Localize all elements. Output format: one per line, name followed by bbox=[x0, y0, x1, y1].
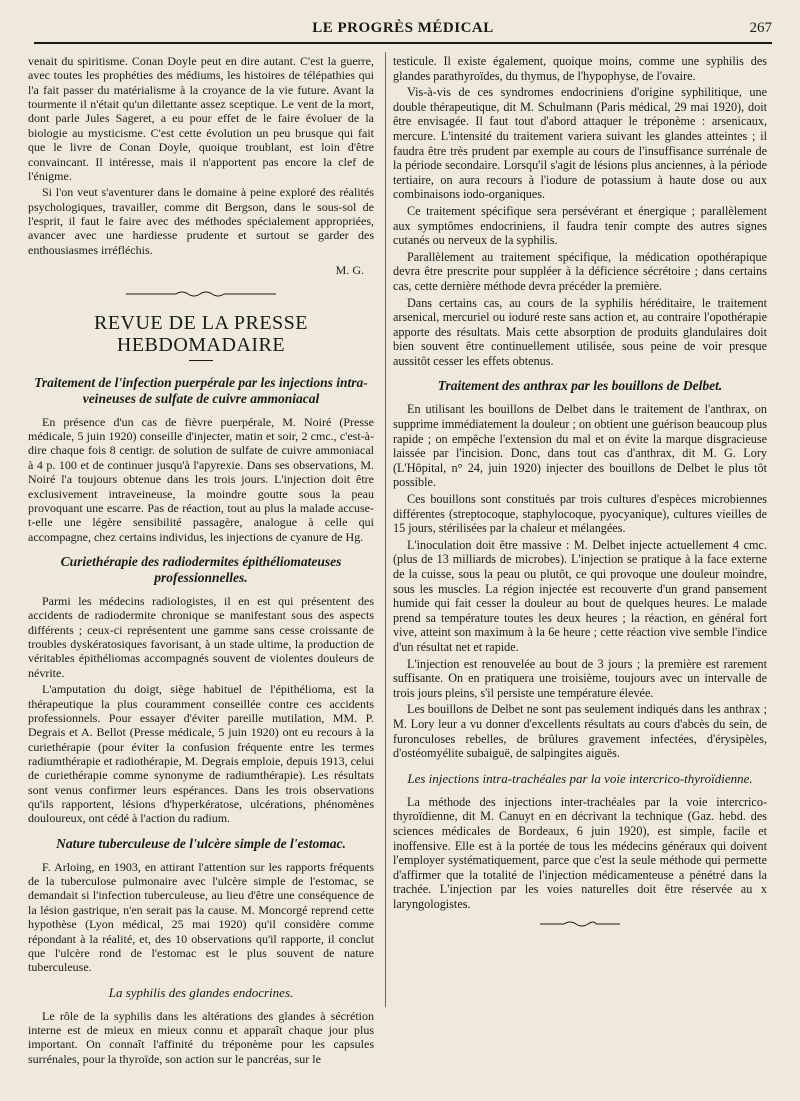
ornament-divider bbox=[28, 287, 374, 301]
header-rule bbox=[34, 42, 772, 44]
author-signature: M. G. bbox=[335, 263, 364, 278]
page-number: 267 bbox=[749, 20, 772, 36]
paragraph: F. Arloing, en 1903, en attirant l'attention sur les rapports fréquents de la tuberculose pulmonaire avec l'ulcère simple de l'estomac, se demandait si l'infection tuberculeuse, au lieu d'être une conséquence de la lésion gastrique, n'en serait pas la cause. M. Moncorgé reprend cette hypothèse (Lyon médical, 25 mai 1920) qu'il considère comme répondant à la réalité, et, des 10 observations qu'il rapporte, il conclut que l'ulcère rond de l'estomac est le plus souvent de nature tuberculeuse. bbox=[28, 859, 374, 975]
article-title: Traitement des anthrax par les bouillons de Delbet. bbox=[437, 378, 723, 394]
section-title: REVUE DE LA PRESSE HEBDOMADAIRE bbox=[93, 311, 309, 356]
right-column bbox=[393, 54, 767, 940]
paragraph: Les bouillons de Delbet ne sont pas seulement indiqués dans les anthrax ; M. Lory leur a vu donner d'excellents résultats au cours d'abcès du sein, de furonculoses rebelles, de brûlures gravement infectées, d'érysipèles, d'ostéomyélite subaiguë, de salpingites aiguës. bbox=[393, 702, 767, 761]
paragraph: Ces bouillons sont constitués par trois cultures d'espèces microbiennes différentes (streptocoque, staphylocoque, pyocyanique), cultures vieilles de 15 jours, stérilisées par la chaleur et mélangées. bbox=[393, 492, 767, 536]
article-title: Curiethérapie des radiodermites épithéliomateuses professionnelles. bbox=[60, 553, 342, 585]
paragraph: En utilisant les bouillons de Delbet dans le traitement de l'anthrax, on supprime immédiatement la douleur ; on obtient une guérison beaucoup plus rapide ; on empêche l'extension du mal et on évite la marque disgracieuse laissée par l'incision. Donc, dans tout cas d'anthrax, dit M. G. Lory (L'Hôpital, n° 24, juin 1920) injecter des bouillons de Delbet le plus tôt possible. bbox=[393, 402, 767, 490]
running-header bbox=[34, 18, 772, 44]
paragraph: La méthode des injections inter-trachéales par la voie intercrico-thyroïdienne, dit M. Canuyt en en décrivant la technique (Gaz. hebd. des sciences médicales de Bordeaux, 6 juin 1920), est simple, facile et inoffensive. Elle est à la portée de tous les médecins généraux qui doivent l'employer systématiquement, parce que c'est la seule méthode qui permette d'affirmer que la totalité de l'injection médicamenteuse a pénétré dans la trachée. L'injection par les voies naturelles doit être réservée au x laryngologistes. bbox=[393, 794, 767, 911]
paragraph: Parmi les médecins radiologistes, il en est qui présentent des accidents de radiodermite chronique se manifestant sous des aspects différents ; ceux-ci représentent une gamme sans cesse croissante de troubles dyskératosiques favorisant, à un stade ultime, la production de véritables épithéliomas accompagnés souvent de violentes douleurs de névrite. bbox=[28, 593, 374, 680]
paragraph: Vis-à-vis de ces syndromes endocriniens d'origine syphilitique, une double thérapeutique, dit M. Schulmann (Paris médical, 29 mai 1920), doit être envisagée. Il faut tout d'abord attaquer le tréponème : arsenicaux, mercure. L'intensité du traitement variera suivant les glandes atteintes ; il faudra être très prudent par exemple au cours de l'insuffisance surrénale de la période secondaire. Lorsqu'il s'agit de lésions plus anciennes, à la période tertiaire, on aura recours à l'iodure de potassium à haute dose ou aux combinaisons iodo-organiques. bbox=[393, 85, 767, 202]
journal-title: LE PROGRÈS MÉDICAL bbox=[312, 20, 494, 36]
paragraph: Parallèlement au traitement spécifique, la médication opothérapique devra être prescrite pour suppléer à la déficience sécrétoire ; dans certains cas, cette dernière méthode devra précéder la première. bbox=[393, 249, 767, 293]
paragraph: En présence d'un cas de fièvre puerpérale, M. Noiré (Presse médicale, 5 juin 1920) conseille d'injecter, matin et soir, 2 cmc., c'est-à-dire chaque fois 8 centigr. de solution de sulfate de cuivre ammoniacal à 4 p. 100 et de continuer jusqu'à l'apyrexie. Dans ses observations, M. Noiré l'a toujours obtenue dans les trois jours. L'injection doit être exclusivement intraveineuse, la moindre goutte sous la peau provoquant une escarre. Pas de réaction, tout au plus la malade accuse-t-elle une légère sensibilité passagère, analogue à celle qui accompagne, chez certains individus, les injections de cyanure de Hg. bbox=[28, 414, 374, 544]
article-title: Traitement de l'infection puerpérale par les injections intra-veineuses de sulfate de cuivre ammoniacal bbox=[34, 374, 368, 406]
paragraph: L'inoculation doit être massive : M. Delbet injecte actuellement 4 cmc. (plus de 13 milliards de microbes). L'injection se pratique à la face externe de la cuisse, sous la peau ou plutôt, ce qui provoque une douleur moindre, sous les muscles. La région injectée est recouverte d'un grand pansement humide qui fait cesser la douleur au bout de quelques heures. Le malade prend sa température toutes les deux heures ; la réaction, en général fort vive, atteint son maximum à la 6e heure ; cette réaction vive semble l'indice d'un résultat net et rapide. bbox=[393, 537, 767, 654]
paragraph: testicule. Il existe également, quoique moins, comme une syphilis des glandes parathyroïdes, du thymus, de l'hypophyse, de l'ovaire. bbox=[393, 54, 767, 83]
article-title: Les injections intra-trachéales par la voie intercrico-thyroïdienne. bbox=[407, 770, 753, 786]
paragraph: venait du spiritisme. Conan Doyle peut en dire autant. C'est la guerre, avec toutes les prophéties des médiums, les histoires de télépathies qui l'a fait passer du matérialisme à la croyance de la vie future. Avant la tourmente il n'était qu'un dilettante assez sceptique. Le vent de la mort, dont parle Jules Sageret, a eu pour effet de le faire évoluer de la biologie au mysticisme. C'est cette évolution un peu brusque qui fait que le livre de Conan Doyle, quoique troublant, est loin d'être convaincant. Il intéresse, mais il n'apportent pas encore la clef de l'énigme. bbox=[28, 54, 374, 183]
paragraph: Dans certains cas, au cours de la syphilis héréditaire, le traitement arsenical, mercuriel ou ioduré reste sans action et, au contraire l'opothérapie apporte des résultats. Mais cette absorption de produits glandulaires doit bien souvent être continuellement utilisée, sous peine de voir presque aussitôt cesser les effets obtenus. bbox=[393, 295, 767, 368]
paragraph: Si l'on veut s'aventurer dans le domaine à peine exploré des réalités psychologiques, travailler, comme dit Bergson, dans le sous-sol de l'esprit, il faut le faire avec des méthodes spécialement appropriées, avancer avec une hardiesse prudente et surtout se garder des enthousiasmes irréfléchis. bbox=[28, 185, 374, 257]
paragraph: Ce traitement spécifique sera persévérant et énergique ; parallèlement aux symptômes endocriniens, il faudra tenir compte des autres signes cutanés ou nerveux de la syphilis. bbox=[393, 203, 767, 248]
ornament-icon bbox=[126, 290, 276, 298]
left-column bbox=[28, 54, 374, 1068]
title-rule bbox=[189, 360, 213, 361]
paragraph: L'amputation du doigt, siège habituel de l'épithélioma, est la thérapeutique la plus couramment conseillée contre ces accidents professionnels. Pour essayer d'éviter pareille mutilation, MM. P. Degrais et A. Bellot (Presse médicale, 5 juin 1920) ont eu recours à la curiethérapie (pour éviter la confusion fréquente entre les termes radiumthérapie et radiothérapie, M. Degrais emploie, depuis 1913, celui de curiethérapie comme synonyme de radiumthérapie). Les résultats sont venus confirmer leurs espérances. Dans les trois observations qu'ils rapportent, lésions d'hyperkératose, ulcérations, phénomènes douloureux, ont cédé à l'action du radium. bbox=[28, 682, 374, 826]
paragraph: L'injection est renouvelée au bout de 3 jours ; la première est rarement suffisante. On en pratiquera une troisième, toujours avec un intervalle de trois jours pleins, s'il persiste une température élevée. bbox=[393, 656, 767, 700]
paragraph: Le rôle de la syphilis dans les altérations des glandes à sécrétion interne est de mieux en mieux connu et apparaît chaque jour plus important. On connaît l'affinité du tréponème pour les capsules surrénales, pour la thyroïde, son action sur le pancréas, sur le bbox=[28, 1008, 374, 1066]
ornament-divider bbox=[393, 917, 767, 932]
article-title: Nature tuberculeuse de l'ulcère simple de l'estomac. bbox=[56, 835, 346, 851]
column-divider bbox=[385, 52, 386, 1007]
article-title: La syphilis des glandes endocrines. bbox=[108, 984, 294, 1000]
ornament-icon bbox=[540, 920, 620, 928]
